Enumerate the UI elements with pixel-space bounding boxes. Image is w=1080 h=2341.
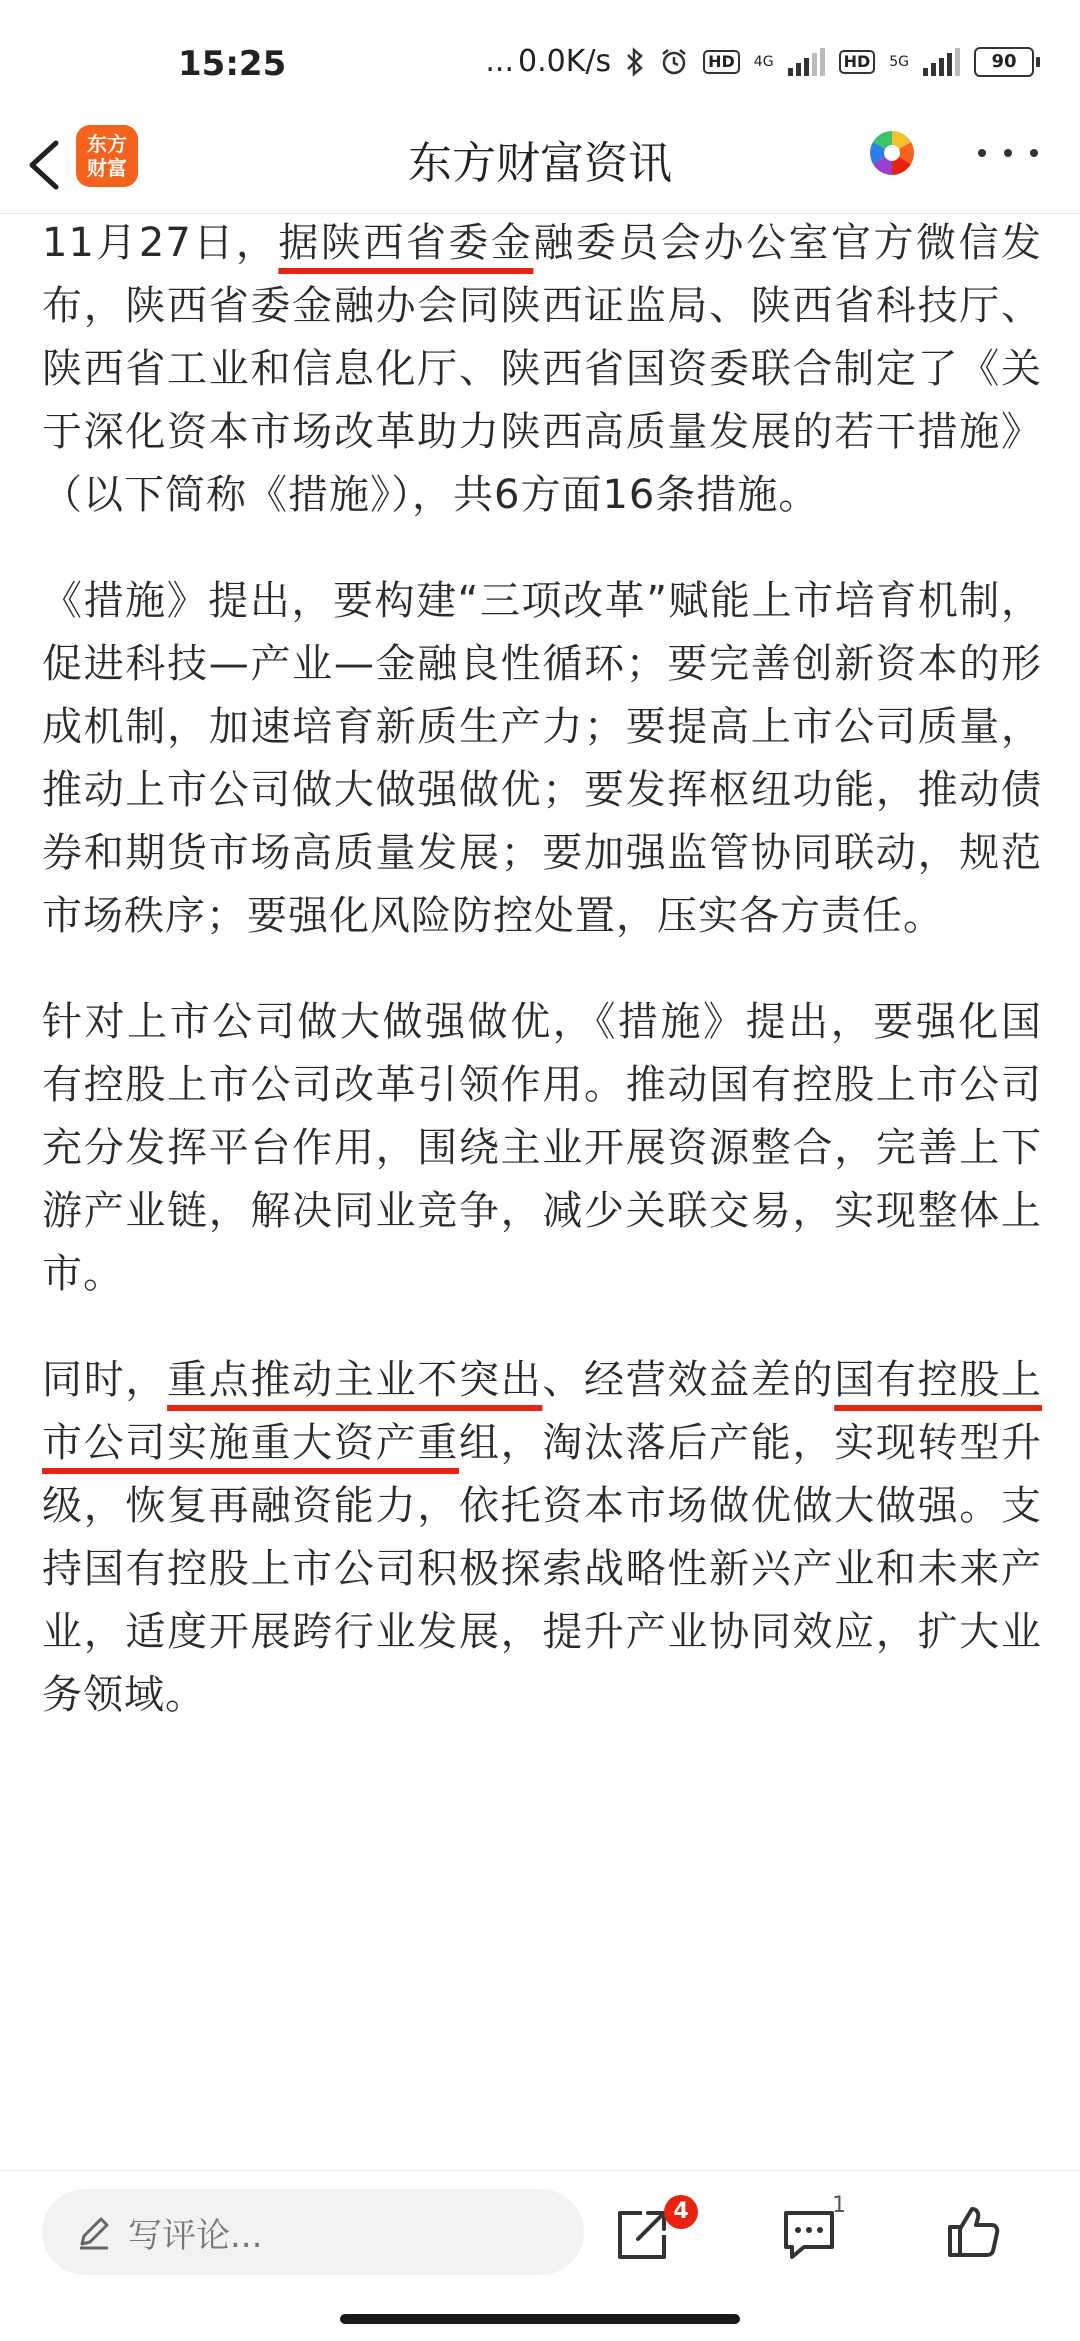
status-icons	[485, 44, 1040, 79]
status-time: 15:25	[178, 44, 287, 84]
signal-icon	[788, 48, 825, 76]
alarm-icon	[659, 47, 689, 77]
share-count-badge: 4	[664, 2195, 698, 2229]
app-header	[0, 115, 1080, 214]
bluetooth-icon	[625, 47, 645, 77]
highlight-underline: 据陕西省委金	[278, 220, 534, 266]
article-paragraph-2: 《措施》提出，要构建“三项改革”赋能上市培育机制，促进科技—产业—金融良性循环；要完善创新资本的形成机制，加速培育新质生产力；要提高上市公司质量，推动上市公司做大做强做优；要发挥枢纽功能，推动债券和期货市场高质量发展；要加强监管协同联动，规范市场秩序；要强化风险防控处置，压实各方责任。	[42, 578, 1042, 939]
comment-input[interactable]	[42, 2189, 584, 2275]
network-type-4g: 4G	[753, 53, 774, 70]
thumbs-up-icon[interactable]	[944, 2203, 1002, 2261]
comment-placeholder: 写评论...	[128, 2215, 263, 2256]
app-logo: 东方 财富	[76, 125, 138, 187]
article-body	[42, 212, 1042, 1727]
signal-icon-2	[923, 48, 960, 76]
home-indicator[interactable]	[340, 2314, 740, 2324]
network-type-5g: 5G	[889, 53, 909, 70]
article-paragraph-4: 同时，重点推动主业不突出、经营效益差的国有控股上市公司实施重大资产重组，淘汰落后产能，实现转型升级，恢复再融资能力，依托资本市场做优做大做强。支持国有控股上市公司积极探索战略性新兴产业和未来产业，适度开展跨行业发展，提升产业协同效应，扩大业务领域。	[42, 1357, 1043, 1718]
network-speed: 0.0K/s	[518, 44, 612, 79]
highlight-underline: 国有控股上市公司实施重大资产重	[42, 1357, 1043, 1466]
hd-icon: HD	[703, 50, 740, 74]
comment-count: 1	[832, 2193, 846, 2218]
article-paragraph-1: 11月27日，据陕西省委金融委员会办公室官方微信发布，陕西省委金融办会同陕西证监局、陕西省科技厅、陕西省工业和信息化厅、陕西省国资委联合制定了《关于深化资本市场改革助力陕西高质量发展的若干措施》（以下简称《措施》），共6方面16条措施。	[42, 220, 1043, 518]
status-bar	[0, 0, 1080, 130]
page-title: 东方财富资讯	[408, 138, 672, 189]
article-paragraph-3: 针对上市公司做大做强做优，《措施》提出，要强化国有控股上市公司改革引领作用。推动国有控股上市公司充分发挥平台作用，围绕主业开展资源整合，完善上下游产业链，解决同业竞争，减少关联交易，实现整体上市。	[42, 999, 1042, 1297]
hd-icon-2: HD	[839, 50, 876, 74]
more-options-icon[interactable]	[978, 143, 1038, 163]
comment-icon[interactable]	[780, 2207, 838, 2263]
pen-icon	[74, 2212, 114, 2252]
aperture-icon[interactable]	[868, 129, 916, 177]
battery-icon: 90	[974, 47, 1040, 77]
highlight-underline: 重点推动主业不突出	[167, 1357, 543, 1403]
share-icon[interactable]	[612, 2205, 672, 2265]
network-speed-prefix: ...	[485, 44, 514, 79]
